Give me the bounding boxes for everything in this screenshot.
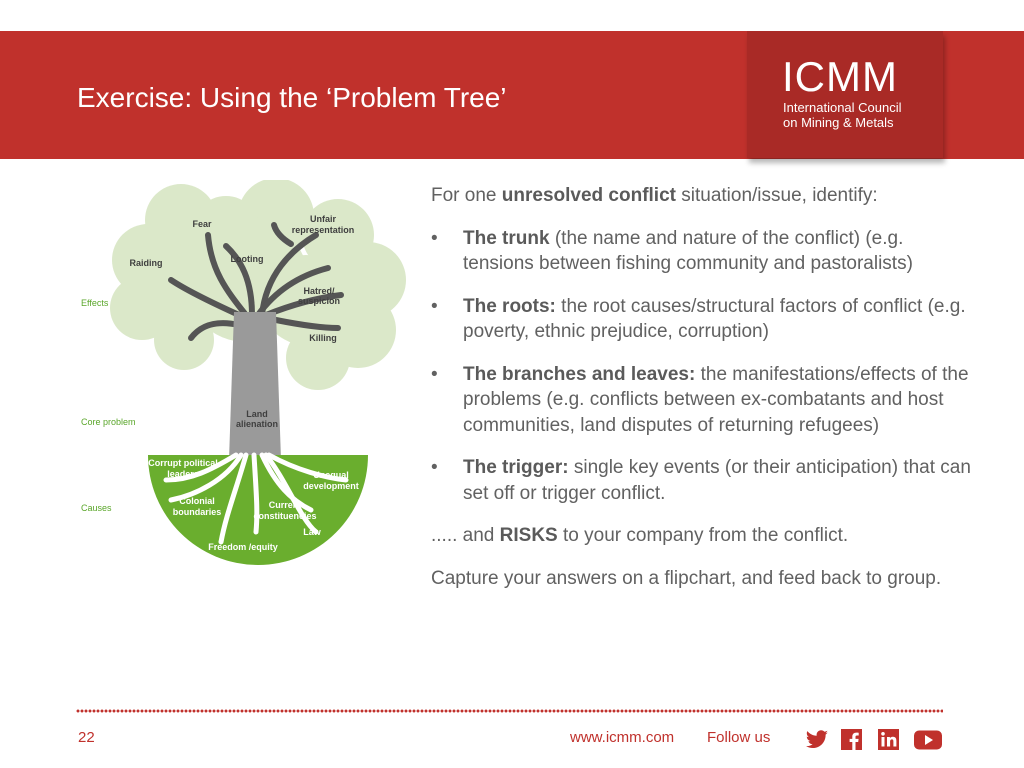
linkedin-icon[interactable] [877,729,901,751]
bullet-heading: The trigger: [463,457,569,478]
bullet-text: single key events (or their anticipation) that can set off or trigger conflict. [463,457,971,504]
intro-paragraph [431,183,971,209]
bullet-branches [431,362,971,439]
bullet-text: the manifestations/effects of the problems (e.g. conflicts between ex-combatants and host communities, land disputes of returning refugees) [463,363,969,436]
cause-corrupt-1: Corrupt political [148,458,218,468]
bullet-roots [431,294,971,345]
core-problem-2: alienation [235,419,279,429]
effect-killing: Killing [309,333,337,343]
problem-tree-graphic [76,180,416,575]
page-title: Exercise: Using the ‘Problem Tree’ [77,82,507,113]
icmm-logo[interactable] [747,31,943,158]
cause-freedom: Freedom /equity [208,542,278,552]
bullet-dot: • [431,227,438,249]
cause-unequal-1: Unequal [313,470,349,480]
website-link[interactable]: www.icmm.com [570,729,675,746]
cause-corrupt-2: leaders [167,469,199,479]
logo-line-1: International Council [783,100,902,115]
cause-unequal-2: development [303,481,359,491]
footer-divider [76,709,943,713]
risks-text-end: to your company from the conflict. [557,525,849,546]
exercise-instructions [431,183,971,608]
effect-unfair-2: representation [291,225,355,235]
twitter-icon[interactable] [805,729,829,751]
risks-paragraph [431,523,971,549]
effect-fear: Fear [192,219,212,229]
intro-text: For one [431,185,502,206]
cause-law: Law [303,527,321,537]
effect-hatred-2: suspicion [297,296,341,306]
label-effects: Effects [81,298,109,308]
facebook-icon[interactable] [840,729,864,751]
intro-emphasis: unresolved conflict [501,185,676,206]
capture-paragraph: Capture your answers on a flipchart, and feed back to group. [431,567,942,589]
intro-text-end: situation/issue, identify: [675,185,878,206]
cause-current-2: constituencies [253,511,317,521]
logo-line-2: on Mining & Metals [783,115,894,130]
bullet-text: the root causes/structural factors of conflict (e.g. poverty, ethnic prejudice, corruption) [463,295,966,342]
bullet-heading: The branches and leaves: [463,363,696,385]
logo-name: ICMM [782,53,898,100]
bullet-heading: The roots: [463,295,556,317]
youtube-icon[interactable] [913,729,943,751]
bullet-trunk [431,226,971,277]
risks-emphasis: RISKS [499,525,558,546]
bullet-dot: • [431,295,438,317]
cause-colonial-2: boundaries [172,507,222,517]
bullet-dot: • [431,363,438,385]
core-problem-1: Land [246,409,268,419]
logo-subtitle [783,100,902,130]
problem-tree-diagram [76,180,416,575]
bullet-trigger [431,455,971,506]
bullet-heading: The trunk [463,227,550,249]
label-core-problem: Core problem [81,417,136,427]
bullet-text: (the name and nature of the conflict) (e.g. tensions between fishing community and pastoralists) [463,227,913,274]
follow-us-label: Follow us [707,729,771,746]
effect-hatred-1: Hatred/ [303,286,335,296]
effect-looting: Looting [230,254,264,264]
trunk [229,312,281,460]
cause-colonial-1: Colonial [179,496,215,506]
label-causes: Causes [81,503,112,513]
bullet-dot: • [431,457,438,478]
risks-text: ..... and [431,525,500,546]
cause-current-1: Current [268,500,302,510]
page-number: 22 [78,729,95,746]
effect-raiding: Raiding [129,258,163,268]
effect-unfair-1: Unfair [309,214,337,224]
